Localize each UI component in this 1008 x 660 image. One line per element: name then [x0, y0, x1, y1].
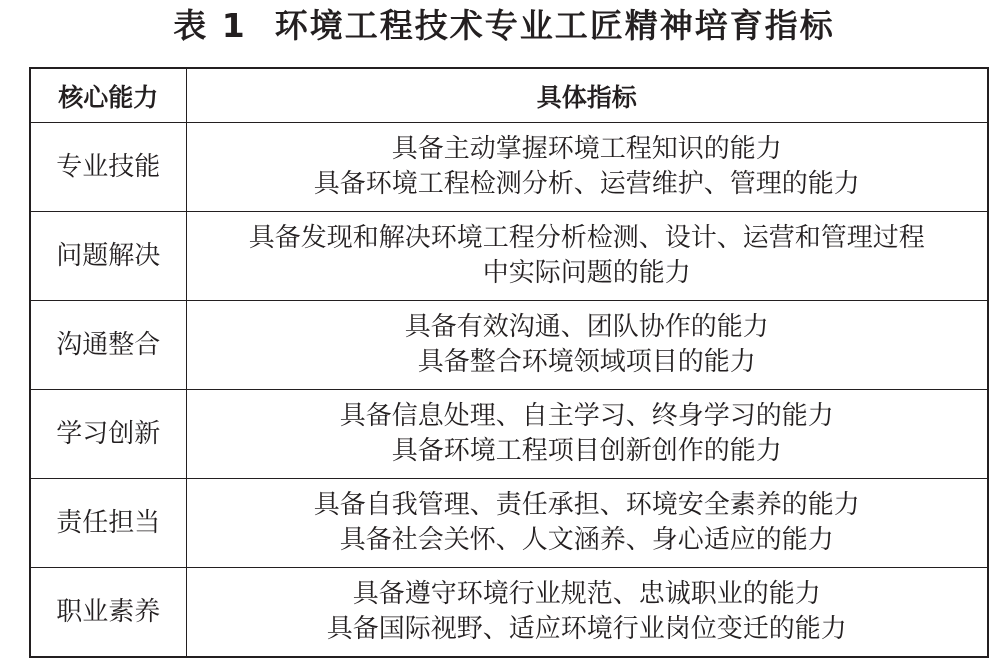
core-ability-cell: 专业技能: [30, 123, 186, 212]
header-core-ability: 核心能力: [30, 68, 186, 123]
indicator-line: 具备自我管理、责任承担、环境安全素养的能力: [313, 490, 860, 520]
indicator-cell: [186, 390, 988, 479]
indicator-line: 具备有效沟通、团队协作的能力: [404, 312, 769, 342]
indicator-cell: [186, 568, 988, 658]
table-row: [30, 568, 988, 658]
core-ability-cell: 沟通整合: [30, 301, 186, 390]
table-row: [30, 123, 988, 212]
core-ability-cell: 问题解决: [30, 212, 186, 301]
indicator-line: 具备遵守环境行业规范、忠诚职业的能力: [352, 579, 821, 609]
header-row: [30, 68, 988, 123]
indicator-line: 具备整合环境领域项目的能力: [417, 347, 756, 377]
table-title: 环境工程技术专业工匠精神培育指标: [274, 6, 835, 45]
indicator-cell: [186, 123, 988, 212]
indicator-line: 具备主动掌握环境工程知识的能力: [391, 134, 782, 164]
indicator-line: 具备信息处理、自主学习、终身学习的能力: [339, 401, 834, 431]
indicator-line: 具备环境工程检测分析、运营维护、管理的能力: [313, 169, 860, 199]
table-row: [30, 301, 988, 390]
indicator-line: 具备国际视野、适应环境行业岗位变迁的能力: [326, 614, 847, 644]
indicator-cell: [186, 301, 988, 390]
core-ability-cell: 职业素养: [30, 568, 186, 658]
core-ability-cell: 责任担当: [30, 479, 186, 568]
indicator-line: 具备发现和解决环境工程分析检测、设计、运营和管理过程: [248, 223, 925, 253]
table-row: [30, 479, 988, 568]
indicator-cell: [186, 212, 988, 301]
indicator-table: [29, 67, 989, 658]
table-row: [30, 390, 988, 479]
table-row: [30, 212, 988, 301]
table-caption: [0, 4, 1008, 48]
indicator-cell: [186, 479, 988, 568]
core-ability-cell: 学习创新: [30, 390, 186, 479]
indicator-line: 具备社会关怀、人文涵养、身心适应的能力: [339, 525, 834, 555]
indicator-line: 具备环境工程项目创新创作的能力: [391, 436, 782, 466]
table-number: 表 1: [173, 6, 247, 45]
header-specific-indicators: 具体指标: [186, 68, 988, 123]
indicator-line: 中实际问题的能力: [482, 258, 691, 288]
